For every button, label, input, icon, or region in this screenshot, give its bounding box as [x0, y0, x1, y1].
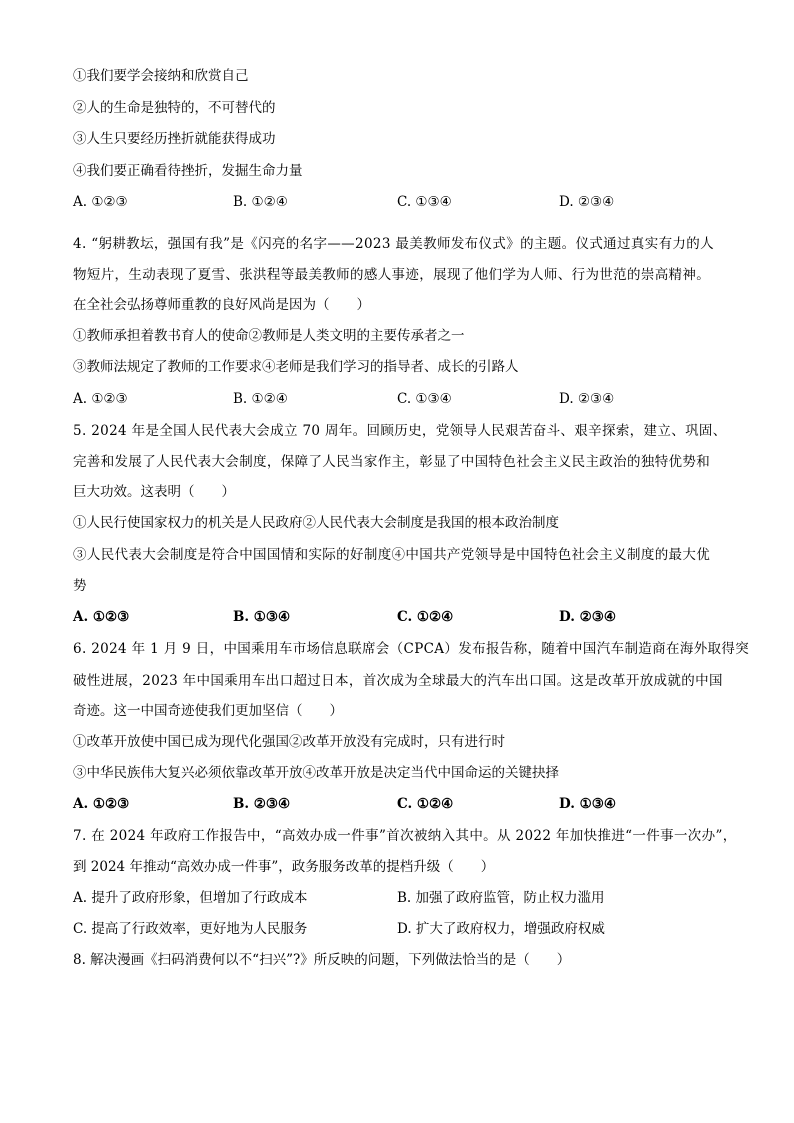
q8-stem-line-1: 8. 解决漫画《扫码消费何以不“扫兴”?》所反映的问题，下列做法恰当的是（ ） — [73, 952, 571, 968]
q3-statement-3: ③人生只要经历挫折就能获得成功 — [73, 131, 276, 147]
q7-option-b[interactable]: B. 加强了政府监管，防止权力滥用 — [397, 890, 605, 906]
q4-option-c[interactable]: C. ①③④ — [397, 391, 452, 407]
q6-option-a[interactable]: A. ①②③ — [73, 796, 130, 812]
q4-option-a[interactable]: A. ①②③ — [73, 391, 128, 407]
q6-options — [73, 794, 728, 814]
q3-option-a[interactable]: A. ①②③ — [73, 194, 128, 210]
q4-option-d[interactable]: D. ②③④ — [559, 391, 615, 407]
q6-option-d[interactable]: D. ①③④ — [559, 796, 616, 812]
q4-options — [73, 389, 728, 409]
q4-statement-1: ①教师承担着教书育人的使命②教师是人类文明的主要传承者之一 — [73, 328, 465, 344]
q7-option-d[interactable]: D. 扩大了政府权力，增强政府权威 — [397, 921, 605, 937]
q6-stem-line-2: 破性进展，2023 年中国乘用车出口超过日本，首次成为全球最大的汽车出口国。这是改革开放成就的中国 — [73, 673, 723, 689]
q7-options-row-1 — [73, 888, 728, 908]
q7-stem-line-1: 7. 在 2024 年政府工作报告中，“高效办成一件事”首次被纳入其中。从 2022 年加快推进“一件事一次办”， — [73, 828, 737, 844]
q7-options-row-2 — [73, 919, 728, 939]
q4-stem-line-2: 物短片，生动表现了夏雪、张洪程等最美教师的感人事迹，展现了他们学为人师、行为世范的崇高精神。 — [73, 267, 711, 283]
q6-option-c[interactable]: C. ①②④ — [397, 796, 454, 812]
q6-option-b[interactable]: B. ②③④ — [233, 796, 291, 812]
q6-statement-2: ③中华民族伟大复兴必须依靠改革开放④改革开放是决定当代中国命运的关键抉择 — [73, 765, 559, 781]
q6-stem-line-1: 6. 2024 年 1 月 9 日，中国乘用车市场信息联席会（CPCA）发布报告称，随着中国汽车制造商在海外取得突 — [73, 641, 750, 657]
q5-options — [73, 607, 728, 627]
q3-option-c[interactable]: C. ①③④ — [397, 194, 452, 210]
q3-statement-2: ②人的生命是独特的，不可替代的 — [73, 100, 276, 116]
q5-statement-2: ③人民代表大会制度是符合中国国情和实际的好制度④中国共产党领导是中国特色社会主义制度的最大优 — [73, 547, 711, 563]
q5-option-a[interactable]: A. ①②③ — [73, 609, 130, 625]
q5-stem-line-3: 巨大功效。这表明（ ） — [73, 484, 235, 500]
q5-option-b[interactable]: B. ①③④ — [233, 609, 291, 625]
q7-option-c[interactable]: C. 提高了行政效率，更好地为人民服务 — [73, 921, 308, 937]
q5-option-c[interactable]: C. ①②④ — [397, 609, 454, 625]
q3-statement-1: ①我们要学会接纳和欣赏自己 — [73, 68, 249, 84]
q3-option-d[interactable]: D. ②③④ — [559, 194, 615, 210]
q3-options — [73, 192, 728, 212]
q5-statement-1: ①人民行使国家权力的机关是人民政府②人民代表大会制度是我国的根本政治制度 — [73, 515, 559, 531]
q7-option-a[interactable]: A. 提升了政府形象，但增加了行政成本 — [73, 890, 308, 906]
q5-stem-line-1: 5. 2024 年是全国人民代表大会成立 70 周年。回顾历史，党领导人民艰苦奋斗、艰辛探索，建立、巩固、 — [73, 423, 727, 439]
q6-stem-line-3: 奇迹。这一中国奇迹使我们更加坚信（ ） — [73, 703, 343, 719]
q4-stem-line-3: 在全社会弘扬尊师重教的良好风尚是因为（ ） — [73, 297, 370, 313]
q5-stem-line-2: 完善和发展了人民代表大会制度，保障了人民当家作主，彰显了中国特色社会主义民主政治的独特优势和 — [73, 454, 711, 470]
q4-statement-2: ③教师法规定了教师的工作要求④老师是我们学习的指导者、成长的引路人 — [73, 359, 519, 375]
q3-statement-4: ④我们要正确看待挫折，发掘生命力量 — [73, 163, 303, 179]
q4-stem-line-1: 4. “躬耕教坛，强国有我”是《闪亮的名字——2023 最美教师发布仪式》的主题。仪式通过真实有力的人 — [73, 236, 714, 252]
q6-statement-1: ①改革开放使中国已成为现代化强国②改革开放没有完成时，只有进行时 — [73, 734, 505, 750]
q3-option-b[interactable]: B. ①②④ — [233, 194, 288, 210]
q7-stem-line-2: 到 2024 年推动“高效办成一件事”，政务服务改革的提档升级（ ） — [73, 859, 495, 875]
q4-option-b[interactable]: B. ①②④ — [233, 391, 288, 407]
q5-option-d[interactable]: D. ②③④ — [559, 609, 616, 625]
q5-statement-3: 势 — [73, 578, 87, 594]
